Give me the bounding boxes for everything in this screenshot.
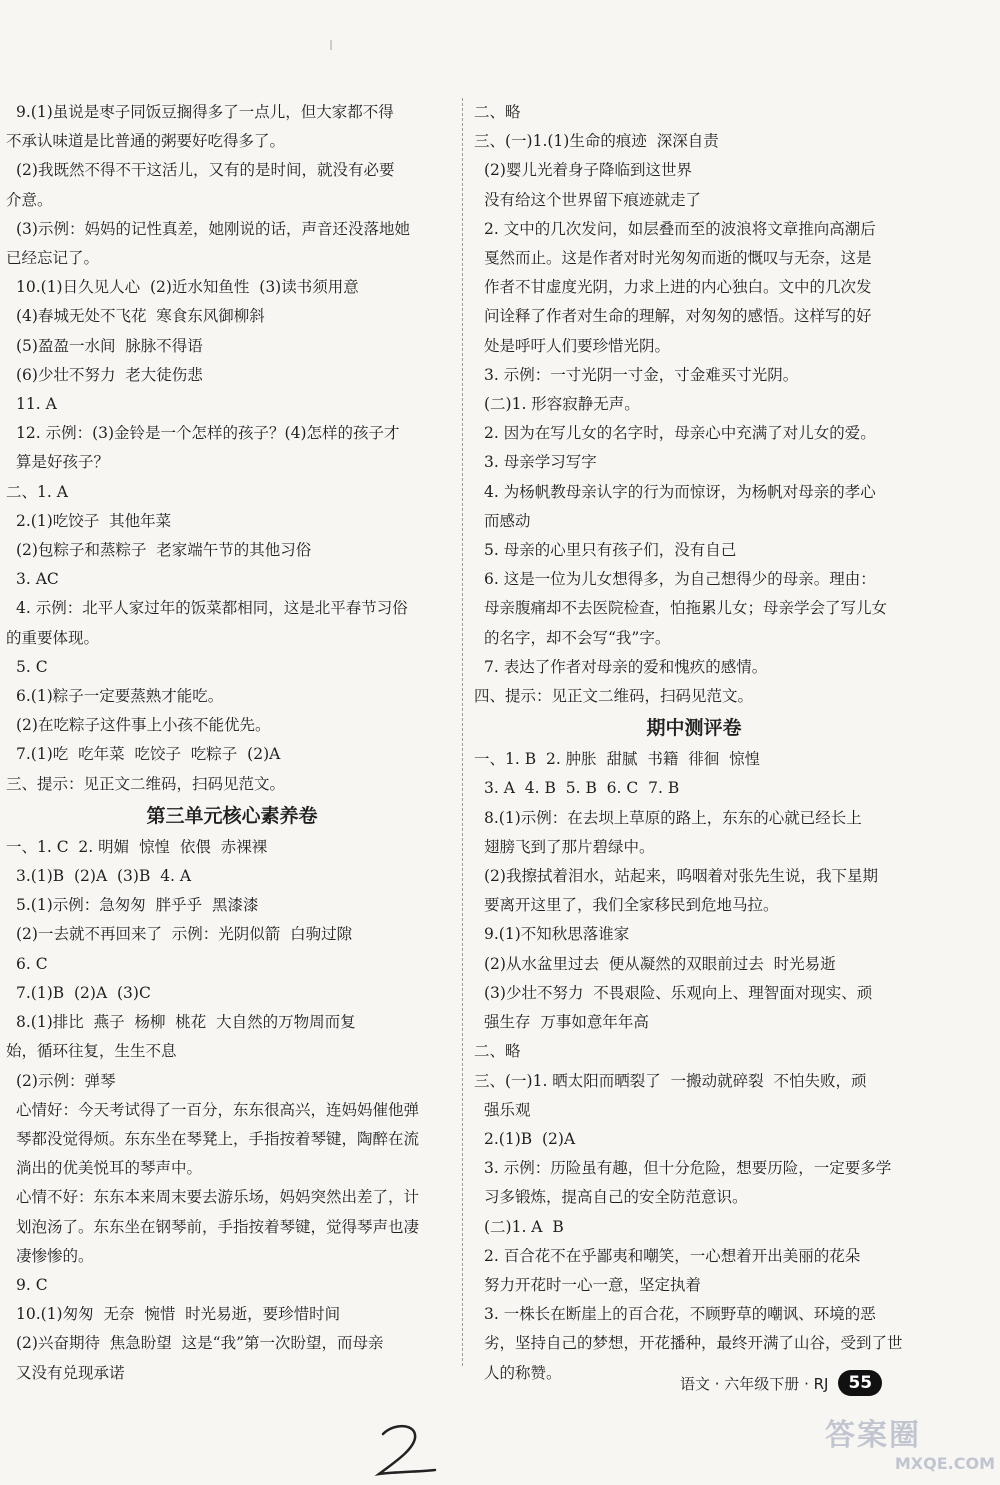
answer-line: (2)婴儿光着身子降临到这世界 (484, 161, 692, 180)
answer-line: 母亲腹痛却不去医院检查，怕拖累儿女；母亲学会了写儿女 (484, 599, 888, 618)
answer-line: 划泡汤了。东东坐在钢琴前，手指按着琴键，觉得琴声也凄 (16, 1217, 420, 1236)
answer-line: 6. 这是一位为儿女想得多，为自己想得少的母亲。理由： (484, 570, 876, 589)
answer-line: 三、(一)1. 晒太阳而晒裂了 一搬动就碎裂 不怕失败，顽 (474, 1071, 867, 1090)
answer-line: 始，循环往复，生生不息 (6, 1042, 177, 1061)
answer-line: 二、略 (474, 103, 521, 121)
scan-mark (330, 40, 332, 50)
answer-line: 介意。 (6, 190, 53, 209)
answer-line: 12. 示例：(3)金铃是一个怎样的孩子？(4)怎样的孩子才 (16, 424, 400, 443)
answer-line: (5)盈盈一水间 脉脉不得语 (16, 336, 203, 355)
answer-line: (2)兴奋期待 焦急盼望 这是“我”第一次盼望，而母亲 (16, 1334, 384, 1353)
answer-line: 作者不甘虚度光阴，力求上进的内心独白。文中的几次发 (484, 278, 872, 297)
answer-line: 强乐观 (484, 1100, 531, 1119)
answer-line: 的名字，却不会写“我”字。 (484, 628, 671, 647)
answer-line: 的重要体现。 (6, 628, 100, 647)
answer-line: (2)包粽子和蒸粽子 老家端午节的其他习俗 (16, 541, 312, 560)
answer-line: 一、1. B 2. 肿胀 甜腻 书籍 徘徊 惊惶 (474, 750, 761, 769)
answer-line: 7.(1)B (2)A (3)C (16, 983, 151, 1002)
answer-line: 9.(1)不知秋思落谁家 (484, 925, 630, 944)
answer-line: 戛然而止。这是作者对时光匆匆而逝的慨叹与无奈，这是 (484, 249, 872, 268)
answer-line: 9.(1)虽说是枣子同饭豆搁得多了一点儿，但大家都不得 (16, 103, 394, 121)
answer-line: (二)1. 形容寂静无声。 (484, 395, 640, 414)
answer-line: 问诠释了作者对生命的理解，对匆匆的感悟。这样写的好 (484, 307, 872, 326)
answer-line: 心情好：今天考试得了一百分，东东很高兴，连妈妈催他弹 (16, 1100, 420, 1119)
answer-line: (4)春城无处不飞花 寒食东风御柳斜 (16, 307, 265, 326)
answer-line: 8.(1)排比 燕子 杨柳 桃花 大自然的万物周而复 (16, 1013, 356, 1032)
answer-line: 凄惨惨的。 (16, 1246, 94, 1265)
answer-line: 8.(1)示例：在去坝上草原的路上，东东的心就已经长上 (484, 808, 862, 827)
section-title: 第三单元核心素养卷 (146, 804, 318, 827)
column-divider (462, 98, 463, 1366)
watermark-url: MXQE.COM (894, 1454, 995, 1473)
answer-line: 算是好孩子？ (16, 453, 110, 472)
answer-line: 二、1. A (6, 482, 68, 501)
page-footer (680, 1370, 882, 1396)
answer-line: 10.(1)匆匆 无奈 惋惜 时光易逝，要珍惜时间 (16, 1305, 341, 1324)
answer-line: 人的称赞。 (484, 1363, 562, 1382)
answer-line: (2)在吃粽子这件事上小孩不能优先。 (16, 716, 271, 735)
answer-line: 9. C (16, 1275, 48, 1294)
answer-line: 一、1. C 2. 明媚 惊惶 依偎 赤裸裸 (6, 837, 268, 856)
answer-line: 四、提示：见正文二维码，扫码见范文。 (474, 687, 754, 706)
answer-line: 三、(一)1.(1)生命的痕迹 深深自责 (474, 132, 719, 151)
answer-line: 二、略 (474, 1042, 521, 1061)
answer-line: 2.(1)吃饺子 其他年菜 (16, 511, 172, 530)
answer-line: (2)示例：弹琴 (16, 1071, 116, 1090)
watermark-logo-text: 答案圈 (825, 1418, 921, 1453)
answer-line: 3. 示例：一寸光阴一寸金，寸金难买寸光阴。 (484, 365, 799, 384)
answer-line: 不承认味道是比普通的粥要好吃得多了。 (6, 132, 286, 151)
answer-line: 要离开这里了，我们全家移民到危地马拉。 (484, 896, 779, 915)
answer-line: 强生存 万事如意年年高 (484, 1013, 649, 1032)
answer-line: (3)少壮不努力 不畏艰险、乐观向上、理智面对现实、顽 (484, 983, 873, 1002)
answer-line: 努力开花时一心一意，坚定执着 (484, 1275, 702, 1294)
answer-line: 没有给这个世界留下痕迹就走了 (484, 190, 702, 209)
handwritten-mark (365, 1420, 445, 1484)
answer-line: 5. 母亲的心里只有孩子们，没有自己 (484, 541, 737, 560)
answer-line: 11. A (16, 395, 57, 414)
answer-line: 3.(1)B (2)A (3)B 4. A (16, 867, 192, 886)
answer-line: 6. C (16, 954, 48, 973)
answer-line: 已经忘记了。 (6, 249, 100, 268)
answer-line: (6)少壮不努力 老大徒伤悲 (16, 365, 203, 384)
answer-line: 2. 百合花不在乎鄙夷和嘲笑，一心想着开出美丽的花朵 (484, 1246, 861, 1265)
footer-subject: 语文 · 六年级下册 · RJ (680, 1374, 829, 1393)
site-watermark (825, 1410, 995, 1480)
answer-line: 2. 因为在写儿女的名字时，母亲心中充满了对儿女的爱。 (484, 424, 876, 443)
answer-line: 3. 一株长在断崖上的百合花，不顾野草的嘲讽、环境的恶 (484, 1305, 876, 1324)
left-answer-column (6, 98, 458, 1388)
answer-line: 4. 示例：北平人家过年的饭菜都相同，这是北平春节习俗 (16, 599, 408, 618)
section-title: 期中测评卷 (646, 717, 742, 740)
answer-line: (2)从水盆里过去 便从凝然的双眼前过去 时光易逝 (484, 954, 836, 973)
answer-line: (二)1. A B (484, 1217, 564, 1236)
answer-line: 6.(1)粽子一定要蒸熟才能吃。 (16, 687, 224, 706)
answer-line: (2)一去就不再回来了 示例：光阴似箭 白驹过隙 (16, 925, 353, 944)
answer-line: 2. 文中的几次发问，如层叠而至的波浪将文章推向高潮后 (484, 219, 876, 238)
answer-line: 2.(1)B (2)A (484, 1129, 576, 1148)
answer-line: 3. AC (16, 570, 59, 589)
answer-line: 3. A 4. B 5. B 6. C 7. B (484, 779, 680, 798)
answer-line: 又没有兑现承诺 (16, 1363, 125, 1382)
answer-line: 10.(1)日久见人心 (2)近水知鱼性 (3)读书须用意 (16, 278, 359, 297)
answer-line: 7.(1)吃 吃年菜 吃饺子 吃粽子 (2)A (16, 745, 281, 764)
answer-line: 三、提示：见正文二维码，扫码见范文。 (6, 774, 286, 793)
answer-line: 3. 母亲学习写字 (484, 453, 597, 472)
answer-line: 琴都没觉得烦。东东坐在琴凳上，手指按着琴键，陶醉在流 (16, 1129, 420, 1148)
answer-line: 翅膀飞到了那片碧绿中。 (484, 837, 655, 856)
answer-line: 3. 示例：历险虽有趣，但十分危险，想要历险，一定要多学 (484, 1159, 892, 1178)
answer-line: 劣，坚持自己的梦想，开花播种，最终开满了山谷，受到了世 (484, 1334, 903, 1353)
answer-line: 淌出的优美悦耳的琴声中。 (16, 1159, 203, 1178)
answer-line: 5. C (16, 657, 48, 676)
answer-line: (2)我既然不得不干这活儿，又有的是时间，就没有必要 (16, 161, 395, 180)
answer-line: 7. 表达了作者对母亲的爱和愧疚的感情。 (484, 657, 768, 676)
page-number-badge: 55 (838, 1370, 882, 1396)
answer-line: 心情不好：东东本来周末要去游乐场，妈妈突然出差了，计 (16, 1188, 420, 1207)
answer-line: 5.(1)示例：急匆匆 胖乎乎 黑漆漆 (16, 896, 259, 915)
answer-line: (3)示例：妈妈的记性真差，她刚说的话，声音还没落地她 (16, 219, 410, 238)
answer-line: 处是呼吁人们要珍惜光阴。 (484, 336, 671, 355)
answer-line: 而感动 (484, 511, 531, 530)
answer-line: 4. 为杨帆教母亲认字的行为而惊讶，为杨帆对母亲的孝心 (484, 482, 876, 501)
answer-line: (2)我擦拭着泪水，站起来，呜咽着对张先生说，我下星期 (484, 867, 878, 886)
answer-line: 习多锻炼，提高自己的安全防范意识。 (484, 1188, 748, 1207)
right-answer-column (474, 98, 914, 1388)
